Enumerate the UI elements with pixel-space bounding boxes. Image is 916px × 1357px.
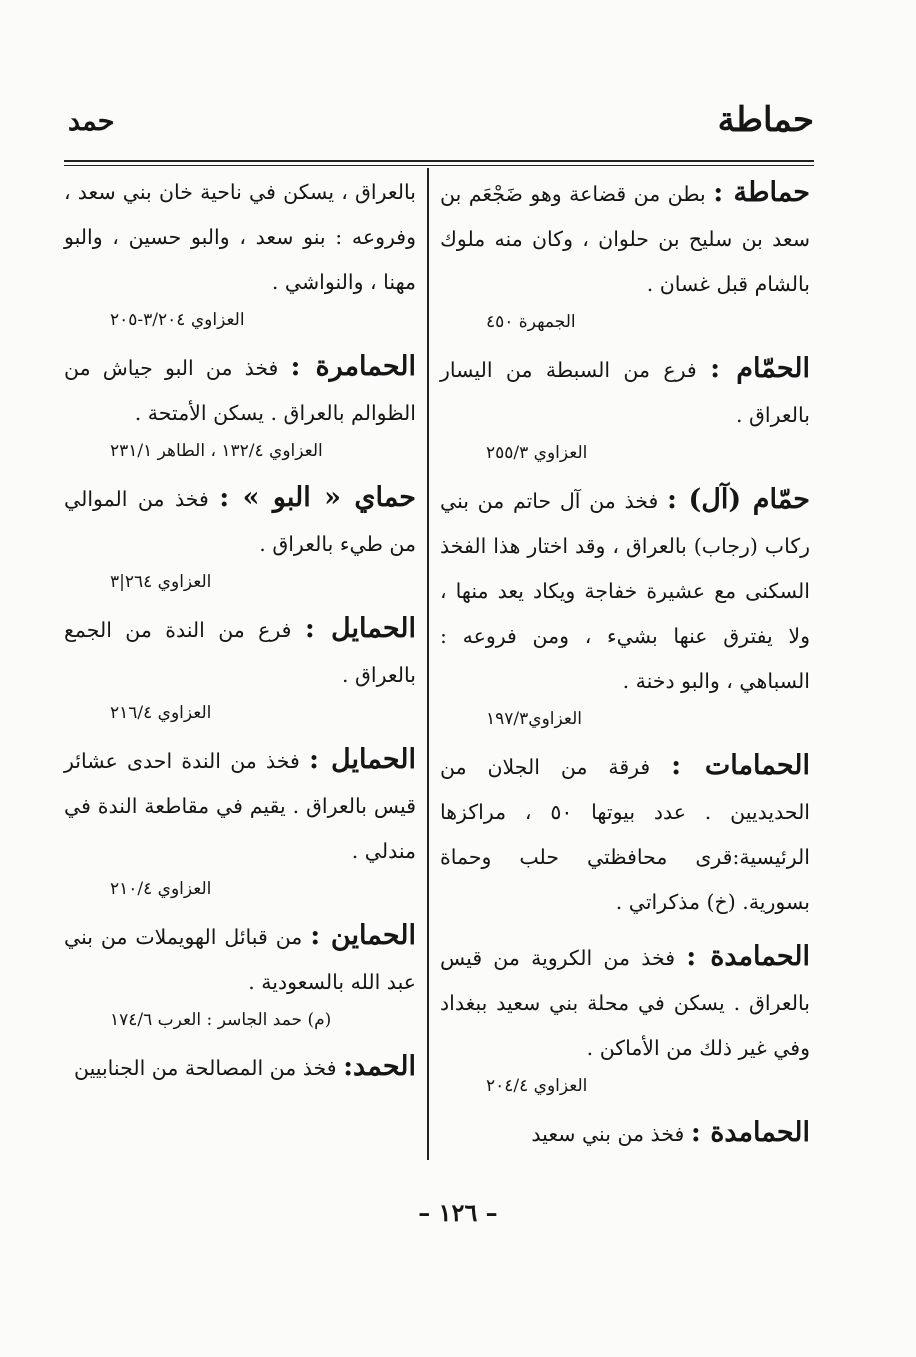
- entry: [64, 170, 416, 335]
- entry-headword: حماي « البو » :: [219, 482, 416, 513]
- entry: [440, 170, 810, 337]
- entry-text: فخذ من المصالحة من الجنابيين: [73, 1056, 344, 1080]
- entry-source: الجمهرة ٤٥٠: [486, 312, 576, 332]
- entry: [64, 606, 416, 728]
- entry-headword: الحمامدة :: [686, 941, 810, 972]
- entry-source: العزاوي ١٣٢/٤ ، الطاهر ٢٣١/١: [110, 441, 323, 461]
- entry-source: (م) حمد الجاسر : العرب ١٧٤/٦: [110, 1010, 332, 1030]
- entry: [64, 737, 416, 904]
- entry: [440, 743, 810, 925]
- entry: [440, 1110, 810, 1157]
- entry-headword: الحمامرة :: [290, 351, 416, 382]
- entry-headword: الحمايل :: [304, 613, 416, 644]
- entry-text: فخذ من آل حاتم من بني ركاب (رجاب) بالعراق ، وقد اختار هذا الفخذ السكنى مع عشيرة خفاجة ويكاد يعد منها ، ولا يفترق عنها بشيء ، ومن فروعه : السباهي ، والبو دخنة .: [440, 489, 810, 693]
- entry-text: من قبائل الهويملات من بني عبد الله بالسعودية .: [64, 925, 416, 994]
- entry-source: العزاوي ٣/٢٠٤-٢٠٥: [110, 310, 245, 330]
- entry-headword: الحمد:: [343, 1051, 416, 1082]
- entry-text: بطن من قضاعة وهو ضَجْعَم بن سعد بن سليح بن حلوان ، وكان منه ملوك بالشام قبل غسان .: [440, 182, 810, 296]
- entry-headword: الحمامات :: [671, 750, 810, 781]
- entry-text: فرع من السبطة من اليسار بالعراق .: [440, 358, 810, 427]
- page-number: – ١٢٦ –: [418, 1198, 498, 1227]
- entry-headword: الحمّام :: [710, 353, 810, 384]
- entry-source: العزاوي ٢٠٤/٤: [486, 1076, 588, 1096]
- entry: [440, 934, 810, 1101]
- right-column: [440, 170, 810, 1166]
- entry: [64, 1044, 416, 1091]
- entry-text: فخذ من الندة احدى عشائر قيس بالعراق . يقيم في مقاطعة الندة في مندلي .: [64, 749, 416, 863]
- header-first-word: حماطة: [717, 100, 814, 140]
- entry: [64, 913, 416, 1035]
- entry-text: فخذ من الموالي من طيء بالعراق .: [64, 487, 416, 556]
- header-rule-top: [64, 160, 814, 162]
- entry-source: العزاوي ٢٦٤|٣: [110, 572, 212, 592]
- entry: [64, 344, 416, 466]
- column-divider: [427, 168, 429, 1160]
- entry-headword: حمّام (آل) :: [666, 484, 810, 515]
- entry-text: فرقة من الجلان من الحديديين . عدد بيوتها ٥٠ ، مراكزها الرئيسية:قرى محافظتي حلب وحماة بسورية. (خ) مذكراتي .: [440, 755, 811, 914]
- left-column: [64, 170, 416, 1100]
- entry-text: فرع من الندة من الجمع بالعراق .: [64, 618, 416, 687]
- header-last-word: حمد: [68, 106, 115, 137]
- entry-headword: الحمايل :: [308, 744, 416, 775]
- entry-text: فخذ من بني سعيد: [531, 1122, 691, 1146]
- entry: [440, 477, 810, 734]
- entry-source: العزاوي ٢٥٥/٣: [486, 443, 588, 463]
- running-header: [62, 100, 814, 150]
- entry-headword: الحمامدة :: [690, 1117, 810, 1148]
- entry-text: بالعراق ، يسكن في ناحية خان بني سعد ، وفروعه : بنو سعد ، والبو حسين ، والبو مهنا ، والنواشي .: [64, 180, 416, 294]
- entry: [64, 475, 416, 597]
- entry-headword: حماطة :: [713, 177, 810, 208]
- entry-text: فخذ من البو جياش من الظوالم بالعراق . يسكن الأمتحة .: [64, 356, 416, 425]
- entry-text: فخذ من الكروية من قيس بالعراق . يسكن في محلة بني سعيد ببغداد وفي غير ذلك من الأماكن .: [440, 946, 810, 1060]
- entry-source: العزاوي ٢١٠/٤: [110, 879, 212, 899]
- entry-source: العزاوي١٩٧/٣: [486, 709, 582, 729]
- entry: [440, 346, 810, 468]
- header-rule-bottom: [64, 165, 814, 166]
- entry-source: العزاوي ٢١٦/٤: [110, 703, 212, 723]
- entry-headword: الحماين :: [310, 920, 416, 951]
